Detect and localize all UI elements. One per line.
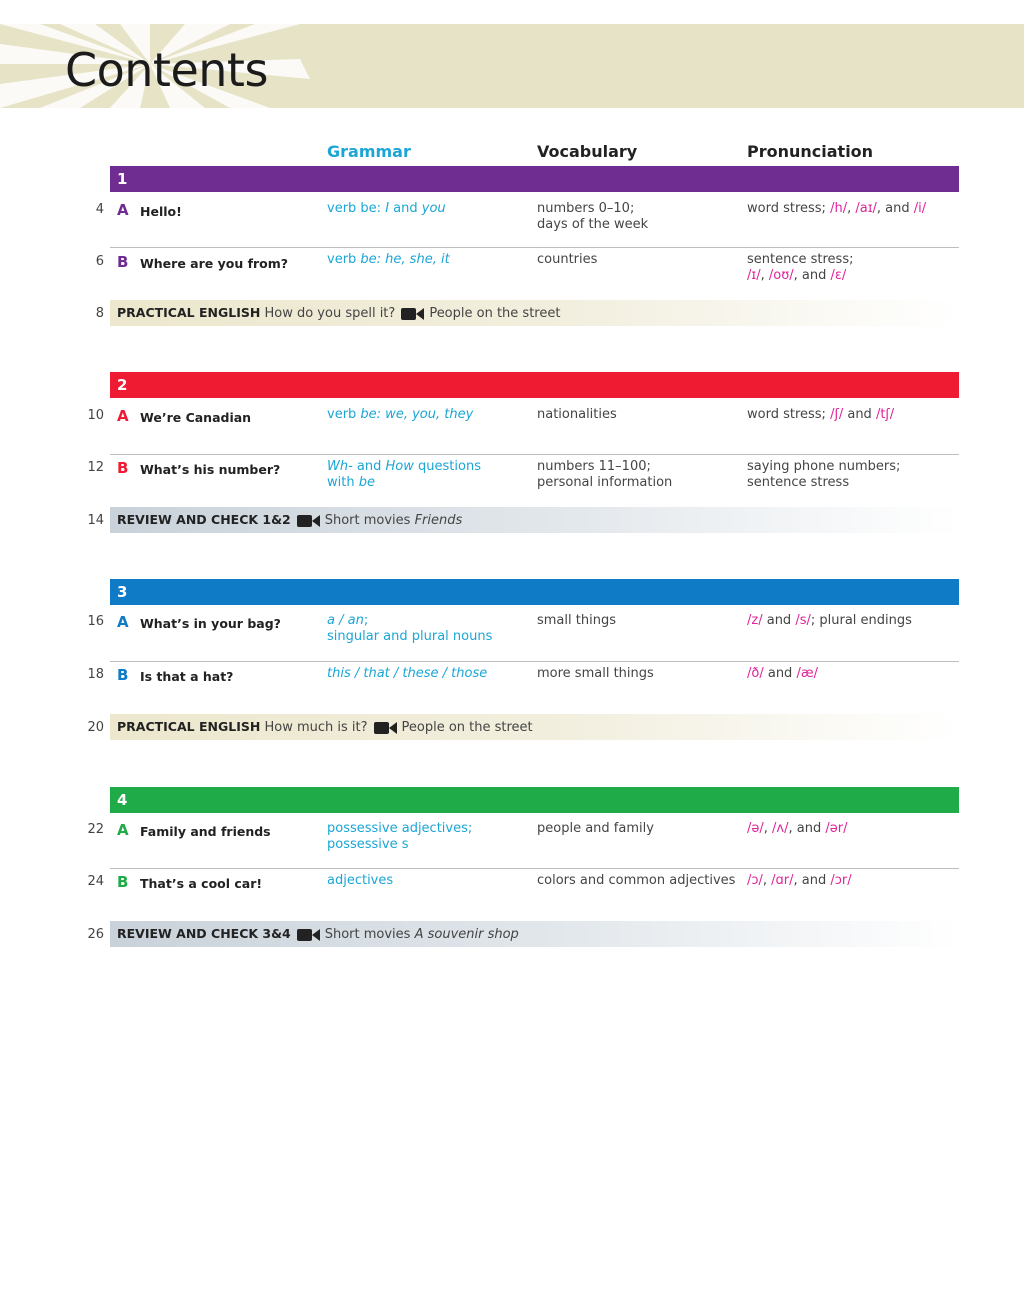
- grammar-text: with: [327, 475, 359, 490]
- vocabulary-line: colors and common adjectives: [537, 873, 736, 888]
- grammar-text: ;: [363, 613, 369, 628]
- lesson-letter: B: [117, 873, 129, 891]
- lesson-row-2b[interactable]: [0, 459, 1024, 509]
- practical-english-bar[interactable]: [110, 714, 959, 740]
- vocabulary-cell: [537, 201, 742, 233]
- phoneme: /æ/: [796, 666, 818, 681]
- unit-4-bar: 4: [110, 787, 959, 813]
- pronunciation-text: , and: [876, 201, 914, 216]
- phoneme: /i/: [913, 201, 927, 216]
- unit-2-bar: 2: [110, 372, 959, 398]
- lesson-letter: A: [117, 821, 129, 839]
- bar-text: [117, 300, 560, 327]
- video-camera-icon: [297, 514, 321, 528]
- page-number: 24: [87, 874, 104, 889]
- phoneme: /ʌ/: [772, 821, 789, 836]
- lesson-row-1b[interactable]: [0, 252, 1024, 302]
- review-check-bar[interactable]: [110, 921, 959, 947]
- row-divider: [110, 454, 959, 455]
- phoneme: /ər/: [825, 821, 848, 836]
- lesson-row-2a[interactable]: [0, 406, 1024, 456]
- pronunciation-cell: [747, 252, 959, 284]
- vocabulary-line: nationalities: [537, 407, 617, 422]
- pronunciation-text: word stress;: [747, 407, 831, 422]
- lesson-title: Is that a hat?: [140, 669, 234, 684]
- pronunciation-text: , and: [793, 873, 831, 888]
- pronunciation-cell: [747, 407, 959, 423]
- pronunciation-cell: [747, 201, 959, 217]
- lesson-title: Where are you from?: [140, 256, 289, 271]
- unit-3-bar: 3: [110, 579, 959, 605]
- vocabulary-line: small things: [537, 613, 616, 628]
- phoneme: /ɔ/: [747, 873, 763, 888]
- grammar-cell: [327, 459, 527, 491]
- pronunciation-text: ,: [763, 821, 773, 836]
- lesson-letter: A: [117, 201, 129, 219]
- lesson-title: We’re Canadian: [140, 410, 252, 425]
- phoneme: /oʊ/: [768, 268, 794, 283]
- page-number: 8: [95, 306, 104, 321]
- lesson-title: Hello!: [140, 204, 182, 219]
- phoneme: /ɔr/: [830, 873, 852, 888]
- grammar-cell: [327, 201, 527, 217]
- grammar-italic: How: [385, 459, 414, 474]
- lesson-letter: A: [117, 407, 129, 425]
- grammar-text: questions: [413, 459, 481, 474]
- phoneme: /ð/: [747, 666, 764, 681]
- unit-1-bar: 1: [110, 166, 959, 192]
- page-title: Contents: [65, 43, 268, 97]
- grammar-italic: be: we, you, they: [360, 407, 474, 422]
- grammar-text: singular and plural nouns: [327, 629, 493, 644]
- vocabulary-line: days of the week: [537, 217, 649, 232]
- grammar-cell: [327, 821, 527, 853]
- vocabulary-cell: [537, 613, 742, 629]
- vocabulary-line: numbers 11–100;: [537, 459, 651, 474]
- lesson-row-1a[interactable]: [0, 200, 1024, 250]
- lesson-title: What’s his number?: [140, 462, 281, 477]
- lesson-letter: A: [117, 613, 129, 631]
- grammar-text: verb: [327, 252, 361, 267]
- pronunciation-text: , and: [788, 821, 826, 836]
- grammar-italic: be: he, she, it: [360, 252, 450, 267]
- video-camera-icon: [297, 928, 321, 942]
- pronunciation-text: and: [762, 613, 796, 628]
- phoneme: /tʃ/: [875, 407, 895, 422]
- vocabulary-cell: [537, 407, 742, 423]
- grammar-italic: I: [385, 201, 390, 216]
- page-number: 10: [87, 408, 104, 423]
- bar-subtitle: How much is it?: [264, 720, 368, 735]
- grammar-italic: you: [421, 201, 446, 216]
- pronunciation-text: saying phone numbers;: [747, 459, 901, 474]
- bar-video-text: Short movies: [324, 927, 415, 942]
- grammar-text: s: [401, 837, 409, 852]
- phoneme: /ə/: [747, 821, 764, 836]
- phoneme: /s/: [795, 613, 811, 628]
- page-number: 4: [95, 202, 104, 217]
- review-check-bar[interactable]: [110, 507, 959, 533]
- row-divider: [110, 661, 959, 662]
- grammar-text: verb be:: [327, 201, 386, 216]
- grammar-italic: be: [358, 475, 375, 490]
- pronunciation-cell: [747, 459, 959, 491]
- bar-label: PRACTICAL ENGLISH: [117, 719, 261, 734]
- lesson-row-4b[interactable]: [0, 873, 1024, 923]
- vocabulary-cell: [537, 873, 742, 889]
- page-number: 14: [87, 513, 104, 528]
- bar-label: REVIEW AND CHECK 3&4: [117, 926, 291, 941]
- lesson-letter: B: [117, 666, 129, 684]
- lesson-title: Family and friends: [140, 824, 271, 839]
- pronunciation-cell: [747, 666, 959, 682]
- grammar-cell: [327, 666, 527, 682]
- phoneme: /ʃ/: [830, 407, 844, 422]
- grammar-cell: [327, 252, 527, 268]
- page-number: 16: [87, 614, 104, 629]
- phoneme: /z/: [747, 613, 763, 628]
- bar-video-text: People on the street: [401, 720, 533, 735]
- page-number: 12: [87, 460, 104, 475]
- phoneme: /aɪ/: [855, 201, 877, 216]
- row-divider: [110, 868, 959, 869]
- page-number: 20: [87, 720, 104, 735]
- pronunciation-cell: [747, 873, 959, 889]
- bar-video-text: Short movies: [324, 513, 415, 528]
- lesson-row-3b[interactable]: [0, 666, 1024, 716]
- pronunciation-text: sentence stress: [747, 475, 850, 490]
- pronunciation-text: ,: [760, 268, 769, 283]
- phoneme: /h/: [830, 201, 848, 216]
- vocabulary-line: more small things: [537, 666, 654, 681]
- bar-video-text: People on the street: [429, 306, 561, 321]
- grammar-cell: [327, 613, 527, 645]
- grammar-text: and: [352, 459, 386, 474]
- page-number: 6: [95, 254, 104, 269]
- practical-english-bar[interactable]: [110, 300, 959, 326]
- grammar-text: adjectives: [327, 873, 394, 888]
- grammar-italic: a / an: [327, 613, 364, 628]
- pronunciation-text: and: [763, 666, 797, 681]
- pronunciation-text: ; plural endings: [810, 613, 912, 628]
- phoneme: /ɑr/: [771, 873, 794, 888]
- pronunciation-text: word stress;: [747, 201, 831, 216]
- column-header-grammar: Grammar: [327, 142, 411, 161]
- video-camera-icon: [374, 721, 398, 735]
- vocabulary-line: numbers 0–10;: [537, 201, 635, 216]
- bar-label: REVIEW AND CHECK 1&2: [117, 512, 291, 527]
- vocabulary-line: personal information: [537, 475, 673, 490]
- grammar-cell: [327, 873, 527, 889]
- vocabulary-cell: [537, 666, 742, 682]
- lesson-title: What’s in your bag?: [140, 616, 281, 631]
- column-header-pronunciation: Pronunciation: [747, 142, 874, 161]
- grammar-text: and: [389, 201, 422, 216]
- row-divider: [110, 247, 959, 248]
- video-camera-icon: [401, 307, 425, 321]
- pronunciation-text: and: [843, 407, 876, 422]
- bar-text: [117, 921, 519, 948]
- pronunciation-cell: [747, 613, 959, 629]
- vocabulary-line: countries: [537, 252, 598, 267]
- pronunciation-cell: [747, 821, 959, 837]
- bar-video-title: Friends: [414, 513, 463, 528]
- phoneme: /ɪ/: [747, 268, 761, 283]
- bar-text: [117, 507, 462, 534]
- phoneme: /ɛ/: [830, 268, 847, 283]
- column-header-vocabulary: Vocabulary: [537, 142, 638, 161]
- lesson-letter: B: [117, 253, 129, 271]
- lesson-title: That’s a cool car!: [140, 876, 263, 891]
- pronunciation-text: sentence stress;: [747, 252, 854, 267]
- bar-text: [117, 714, 533, 741]
- vocabulary-line: people and family: [537, 821, 654, 836]
- grammar-text: verb: [327, 407, 361, 422]
- pronunciation-text: ,: [762, 873, 772, 888]
- grammar-italic: Wh-: [327, 459, 353, 474]
- bar-label: PRACTICAL ENGLISH: [117, 305, 261, 320]
- vocabulary-cell: [537, 252, 742, 268]
- lesson-letter: B: [117, 459, 129, 477]
- page-number: 22: [87, 822, 104, 837]
- vocabulary-cell: [537, 459, 742, 491]
- grammar-cell: [327, 407, 527, 423]
- vocabulary-cell: [537, 821, 742, 837]
- grammar-text: possessive adjectives;: [327, 821, 473, 836]
- page-number: 26: [87, 927, 104, 942]
- grammar-text: possessive: [327, 837, 402, 852]
- bar-video-title: A souvenir shop: [414, 927, 519, 942]
- pronunciation-text: ,: [847, 201, 856, 216]
- bar-subtitle: How do you spell it?: [264, 306, 396, 321]
- pronunciation-text: , and: [793, 268, 831, 283]
- lesson-row-3a[interactable]: [0, 613, 1024, 663]
- page-number: 18: [87, 667, 104, 682]
- grammar-italic: this / that / these / those: [327, 666, 488, 681]
- lesson-row-4a[interactable]: [0, 821, 1024, 871]
